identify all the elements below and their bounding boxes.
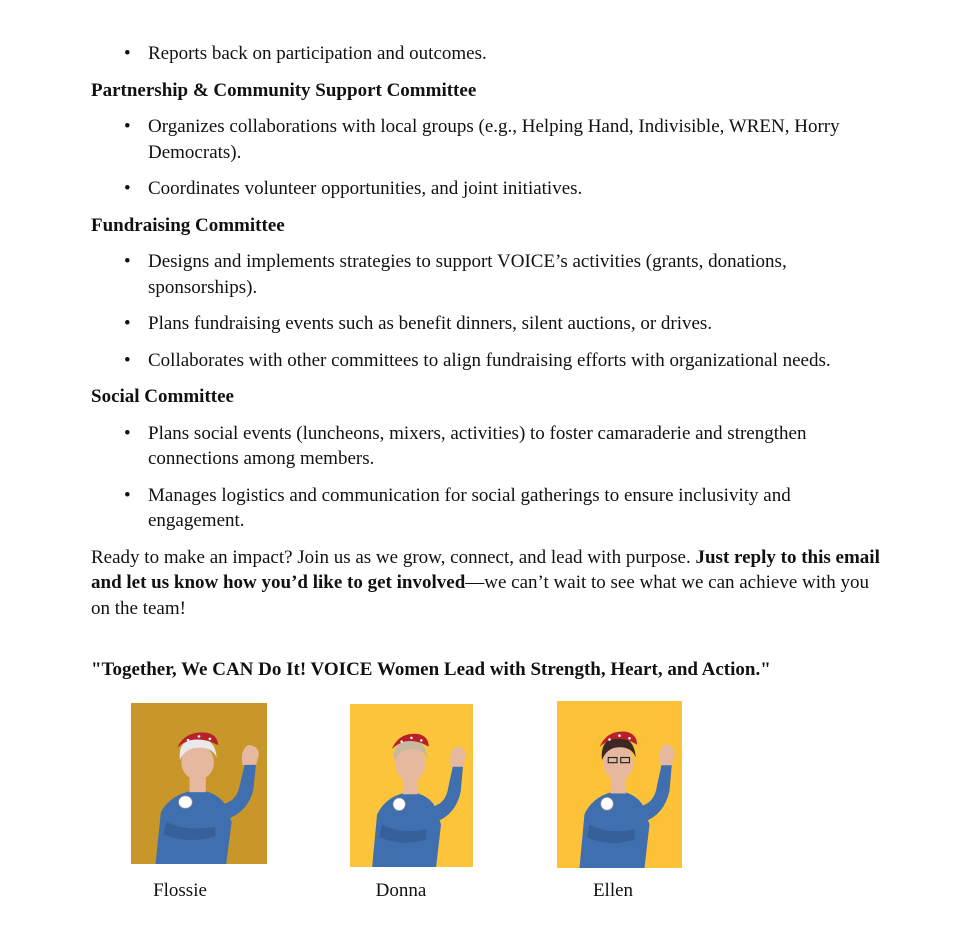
committee-heading: Social Committee xyxy=(91,386,234,407)
bullet-icon: • xyxy=(124,313,131,334)
photo-flossie xyxy=(131,703,267,864)
bullet-icon: • xyxy=(124,484,131,506)
bullet-list xyxy=(91,421,891,534)
closing-paragraph: Ready to make an impact? Join us as we grow, connect, and lead with purpose. Just reply to this email and let us know how you’d like to get involved—we can’t wait to see what we can achieve with you on the team! xyxy=(91,546,880,619)
list-item: • Coordinates volunteer opportunities, and joint initiatives. xyxy=(91,176,891,202)
motto-text: "Together, We CAN Do It! VOICE Women Lead with Strength, Heart, and Action." xyxy=(91,659,771,680)
list-item: • Collaborates with other committees to align fundraising efforts with organizational needs. xyxy=(91,348,891,374)
committee-heading: Partnership & Community Support Committee xyxy=(91,79,477,101)
list-item: • Organizes collaborations with local groups (e.g., Helping Hand, Indivisible, WREN, Horry Democrats). xyxy=(124,116,840,163)
list-item: • Designs and implements strategies to support VOICE’s activities (grants, donations, sponsorships). xyxy=(124,251,787,298)
reply-call-to-action: Just reply to this email and let us know how you’d like to get involved xyxy=(91,546,880,593)
bullet-icon: • xyxy=(124,116,131,137)
photo-caption: Ellen xyxy=(592,880,634,901)
committee-heading: Fundraising Committee xyxy=(91,214,285,236)
bullet-icon: • xyxy=(124,43,131,64)
photo-donna xyxy=(350,704,473,867)
document-body xyxy=(91,41,891,683)
list-item: • Reports back on participation and outcomes. xyxy=(91,41,891,67)
bullet-list xyxy=(91,114,891,202)
portrait-illustration xyxy=(557,701,682,868)
bullet-list xyxy=(91,249,891,373)
list-item: • Plans social events (luncheons, mixers, activities) to foster camaraderie and strengthen connections among members. xyxy=(124,422,807,469)
bullet-icon: • xyxy=(124,178,131,199)
photo-caption: Flossie xyxy=(153,880,207,901)
photo-ellen xyxy=(557,701,682,868)
portrait-illustration xyxy=(350,704,473,867)
bullet-icon: • xyxy=(124,251,131,272)
bullet-list xyxy=(91,41,891,67)
bullet-icon: • xyxy=(124,349,131,371)
photo-caption: Donna xyxy=(375,880,427,901)
list-item: • Manages logistics and communication for social gatherings to ensure inclusivity and engagement. xyxy=(124,484,791,531)
bullet-icon: • xyxy=(124,422,131,444)
list-item: • Plans fundraising events such as benefit dinners, silent auctions, or drives. xyxy=(91,311,891,337)
portrait-illustration xyxy=(131,703,267,864)
